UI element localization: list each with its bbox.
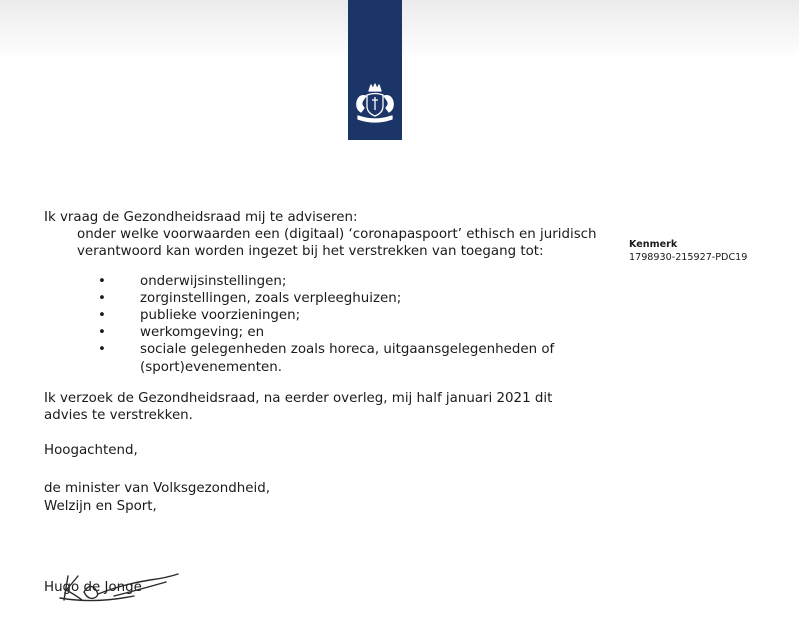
list-item-continuation: (sport)evenementen.	[140, 359, 283, 375]
reference-value: 1798930-215927-PDC19	[629, 252, 748, 263]
question-line-2: verantwoord kan worden ingezet bij het verstrekken van toegang tot:	[77, 244, 544, 260]
reference-label: Kenmerk	[629, 239, 678, 250]
request-line-2: advies te verstrekken.	[44, 408, 193, 424]
list-item: • zorginstellingen, zoals verpleeghuizen;	[98, 290, 604, 307]
signature-area	[44, 570, 184, 610]
reference-block	[629, 238, 747, 265]
handwritten-signature	[54, 570, 184, 606]
question-line-1: onder welke voorwaarden een (digitaal) ‘coronapaspoort’ ethisch en juridisch	[77, 227, 597, 243]
request-line-1: Ik verzoek de Gezondheidsraad, na eerder overleg, mij half januari 2021 dit	[44, 390, 553, 406]
signatory-line-2: Welzijn en Sport,	[44, 498, 157, 514]
list-item-text: sociale gelegenheden zoals horeca, uitgaansgelegenheden of	[140, 342, 555, 358]
list-item: • werkomgeving; en	[98, 324, 604, 341]
intro-text: Ik vraag de Gezondheidsraad mij te adviseren:	[44, 210, 358, 225]
signatory-line-1: de minister van Volksgezondheid,	[44, 481, 270, 497]
list-item	[98, 341, 604, 375]
access-list	[44, 273, 604, 376]
signature-name: Hugo de Jonge	[44, 580, 142, 595]
list-item: • publieke voorzieningen;	[98, 307, 604, 324]
list-item: • onderwijsinstellingen;	[98, 273, 604, 290]
coat-of-arms-icon	[350, 82, 400, 130]
letter-body	[44, 209, 604, 515]
closing-text: Hoogachtend,	[44, 443, 138, 459]
